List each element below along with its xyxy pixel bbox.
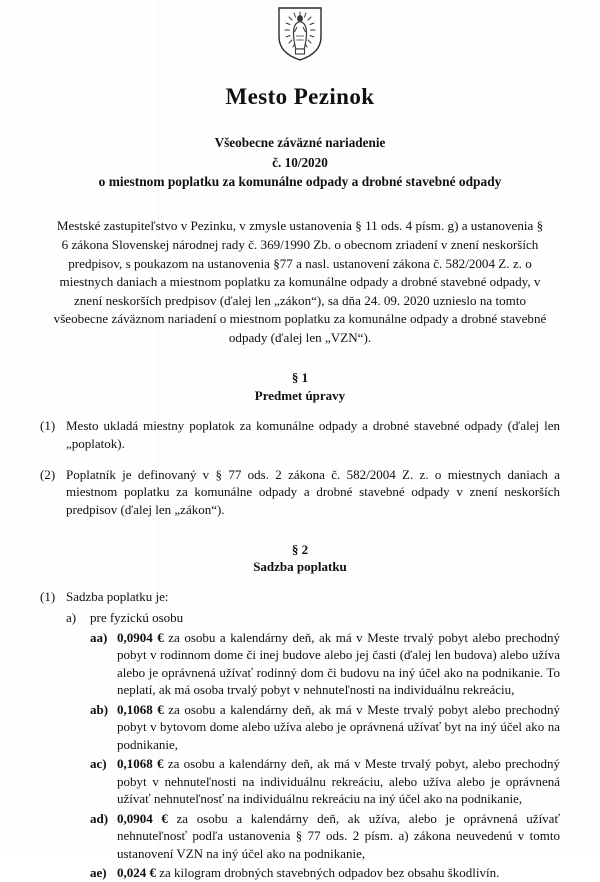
letter-marker: a): [66, 610, 77, 626]
item-text: Sadzba poplatku je:: [66, 589, 169, 605]
subitem-marker: ac): [90, 756, 107, 772]
item-text: Poplatník je definovaný v § 77 ods. 2 zákona č. 582/2004 Z. z. o miestnych daniach a miestnom poplatku za komunálne odpady a drobné stavebné odpady v znení neskorších predpisov (ďalej len „zákon“).: [66, 466, 560, 517]
section-2-subitems-list: [40, 629, 560, 882]
subtitle-line-1: Všeobecne záväzné nariadenie: [214, 135, 386, 151]
coat-of-arms-container: [40, 0, 560, 68]
subtitle-line-3: o miestnom poplatku za komunálne odpady a drobné stavebné odpady: [98, 173, 502, 189]
subitem-amount: 0,1068 €: [117, 756, 164, 772]
subitem-marker: ab): [90, 701, 109, 717]
subitem-amount: 0,0904 €: [117, 810, 168, 826]
section-1-name: Predmet úpravy: [254, 387, 346, 403]
section-2-number: § 2: [291, 541, 309, 557]
subitem-amount: 0,024 €: [117, 865, 156, 881]
subitem-description: za kilogram drobných stavebných odpadov bez obsahu škodlivín.: [156, 865, 500, 881]
section-2-subitem: [40, 755, 560, 807]
subitem-amount: 0,0904 €: [117, 629, 164, 645]
subitem-description: za osobu a kalendárny deň, ak má v Meste trvalý pobyt alebo prechodný pobyt v rodinnom dome či inej budove alebo jej časti (ďalej len budova) alebo užíva alebo je oprávnená užívať rodinný dom či budovu na iný účel ako na podnikanie. To neplatí, ak má osoba trvalý pobyt v nehnuteľnosti na individuálnu rekreáciu,: [117, 629, 560, 698]
subitem-text: [117, 629, 560, 699]
subitem-text: [117, 810, 560, 862]
item-marker: (1): [40, 589, 56, 605]
section-2-subitem: [40, 629, 560, 699]
subitem-description: za osobu a kalendárny deň, ak má v Meste trvalý pobyt, alebo prechodný pobyt v nehnuteľnosti na individuálnu rekreáciu, alebo užíva alebo je oprávnená užívať nehnuteľnosť na individuálnu rekreáciu na iný účel ako na podnikanie,: [117, 756, 560, 807]
section-2-letter-a: [40, 609, 560, 627]
subitem-text: [117, 755, 560, 807]
subitem-marker: ae): [90, 865, 107, 881]
section-2-subitem: [40, 701, 560, 753]
section-2-heading: [40, 541, 560, 576]
subitem-amount: 0,1068 €: [117, 701, 164, 717]
section-1-heading: [40, 369, 560, 404]
section-2-name: Sadzba poplatku: [253, 559, 347, 575]
subitem-marker: aa): [90, 629, 108, 645]
item-marker: (2): [40, 466, 56, 482]
letter-text: pre fyzickú osobu: [90, 610, 184, 626]
subitem-marker: ad): [90, 810, 109, 826]
section-2-item-1: [40, 588, 560, 606]
section-2-subitem: [40, 864, 560, 881]
section-1-item-1: [40, 417, 560, 452]
subitem-description: za osobu a kalendárny deň, ak užíva, alebo je oprávnená užívať nehnuteľnosť podľa ustanovenia § 77 ods. 2 písm. a) zákona neuvedenú v tomto ustanovení VZN na iný účel ako na podnikanie,: [117, 810, 560, 861]
section-1-item-2: [40, 466, 560, 519]
preamble-paragraph: Mestské zastupiteľstvo v Pezinku, v zmysle ustanovenia § 11 ods. 4 písm. g) a ustanovenia § 6 zákona Slovenskej národnej rady č. 369/1990 Zb. o obecnom zriadení v znení neskorších predpisov, s poukazom na ustanovenia §77 a nasl. ustanovení zákona č. 582/2004 Z. z. o miestnych daniach a miestnom poplatku za komunálne odpady a drobné stavebné odpady, v znení neskorších predpisov (ďalej len „zákon“), sa dňa 24. 09. 2020 uznieslo na tomto všeobecne záväznom nariadení o miestnom poplatku za komunálne odpady a drobné stavebné odpady (ďalej len „VZN“).: [53, 218, 547, 345]
section-1-number: § 1: [291, 370, 309, 386]
page-title: Mesto Pezinok: [225, 84, 375, 109]
subitem-text: [117, 864, 560, 881]
subtitle-line-2: č. 10/2020: [272, 154, 328, 170]
subitem-text: [117, 701, 560, 753]
subitem-description: za osobu a kalendárny deň, ak má v Meste trvalý pobyt alebo prechodný pobyt v bytovom dome alebo užíva alebo je oprávnená užívať byt na iný účel ako na podnikanie,: [117, 701, 560, 752]
document-subtitle: [40, 133, 560, 191]
item-marker: (1): [40, 418, 56, 434]
section-2-subitem: [40, 810, 560, 862]
coat-of-arms-shield-madonna-icon: [276, 6, 324, 62]
item-text: Mesto ukladá miestny poplatok za komunálne odpady a drobné stavebné odpady (ďalej len „poplatok).: [66, 418, 560, 451]
